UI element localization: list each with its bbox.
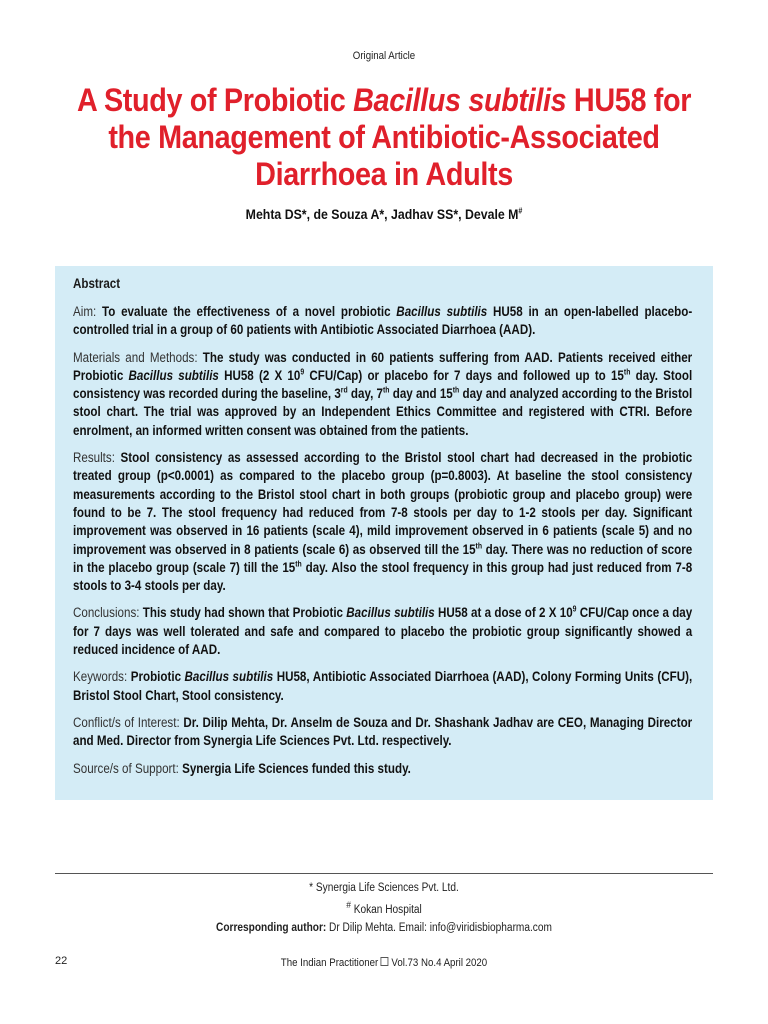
abstract-aim: Aim: To evaluate the effectiveness of a novel probiotic Bacillus subtilis HU58 in an open-labelled placebo-controlled trial in a group of 60 patients with Antibiotic Associated Diarrhoea (AAD). <box>73 304 693 338</box>
author-list: Mehta DS*, de Souza A*, Jadhav SS*, Devale M# <box>245 206 523 222</box>
page-number: 22 <box>55 955 68 967</box>
article-title: A Study of Probiotic Bacillus subtilis HU58 for the Management of Antibiotic-Associated Diarrhoea in Adults <box>76 82 692 192</box>
affiliation-1: * Synergia Life Sciences Pvt. Ltd. <box>309 882 459 894</box>
abstract-conflicts: Conflict/s of Interest: Dr. Dilip Mehta, Dr. Anselm de Souza and Dr. Shashank Jadhav are CEO, Managing Director and Med. Director from Synergia Life Sciences Pvt. Ltd. respectively. <box>73 714 693 749</box>
abstract-box <box>55 266 713 800</box>
title-species: Bacillus subtilis <box>353 82 567 118</box>
corresponding-author: Corresponding author: Dr Dilip Mehta. Email: info@viridisbiopharma.com <box>216 921 552 934</box>
article-type-label: Original Article <box>352 50 416 62</box>
separator-box-icon <box>381 957 389 966</box>
footnotes <box>0 879 768 937</box>
abstract-heading: Abstract <box>73 276 121 291</box>
affiliation-2: # Kokan Hospital <box>346 900 422 916</box>
abstract-conclusions: Conclusions: This study had shown that Probiotic Bacillus subtilis HU58 at a dose of 2 X $10^9$ CFU/Cap once a day for 7 days was well tolerated and safe and compared to placebo the probiotic group significantly showed a reduced incidence of AAD. <box>73 604 693 658</box>
author-affiliation-mark: # <box>518 206 523 216</box>
abstract-support: Source/s of Support: Synergia Life Sciences funded this study. <box>73 760 411 776</box>
abstract-results: Results: Stool consistency as assessed according to the Bristol stool chart had decreased in the probiotic treated group (p<0.0001) as compared to the placebo group (p=0.8003). At baseline the stool consistency measurements according to the Bristol stool chart in both groups (probiotic group and placebo group) were found to be 7. The stool frequency had reduced from 7-8 stools per day to 1-2 stools per day. Significant improvement was observed in 16 patients (scale 4), mild improvement observed in 6 patients (scale 5) and no improvement was observed in 8 patients (scale 6) as observed till the 15th day. There was no reduction of score in the placebo group (scale 7) till the 15th day. Also the stool frequency in this group had just reduced from 7-8 stools to 3-4 stools per day. <box>73 450 693 594</box>
abstract-keywords: Keywords: Probiotic Bacillus subtilis HU58, Antibiotic Associated Diarrhoea (AAD), Colony Forming Units (CFU), Bristol Stool Chart, Stool consistency. <box>73 669 693 703</box>
abstract-methods: Materials and Methods: The study was conducted in 60 patients suffering from AAD. Patients received either Probiotic Bacillus subtilis HU58 (2 X $10^9$ CFU/Cap) or placebo for 7 days and followed up to 15th day. Stool consistency was recorded during the baseline, 3rd day, 7th day and 15th day and analyzed according to the Bristol stool chart. The trial was approved by an Independent Ethics Committee and registered with CTRI. Before enrolment, an informed written consent was obtained from the patients. <box>73 349 693 438</box>
footnote-divider <box>55 873 713 874</box>
journal-citation: The Indian Practitioner Vol.73 No.4 April 2020 <box>280 957 488 969</box>
